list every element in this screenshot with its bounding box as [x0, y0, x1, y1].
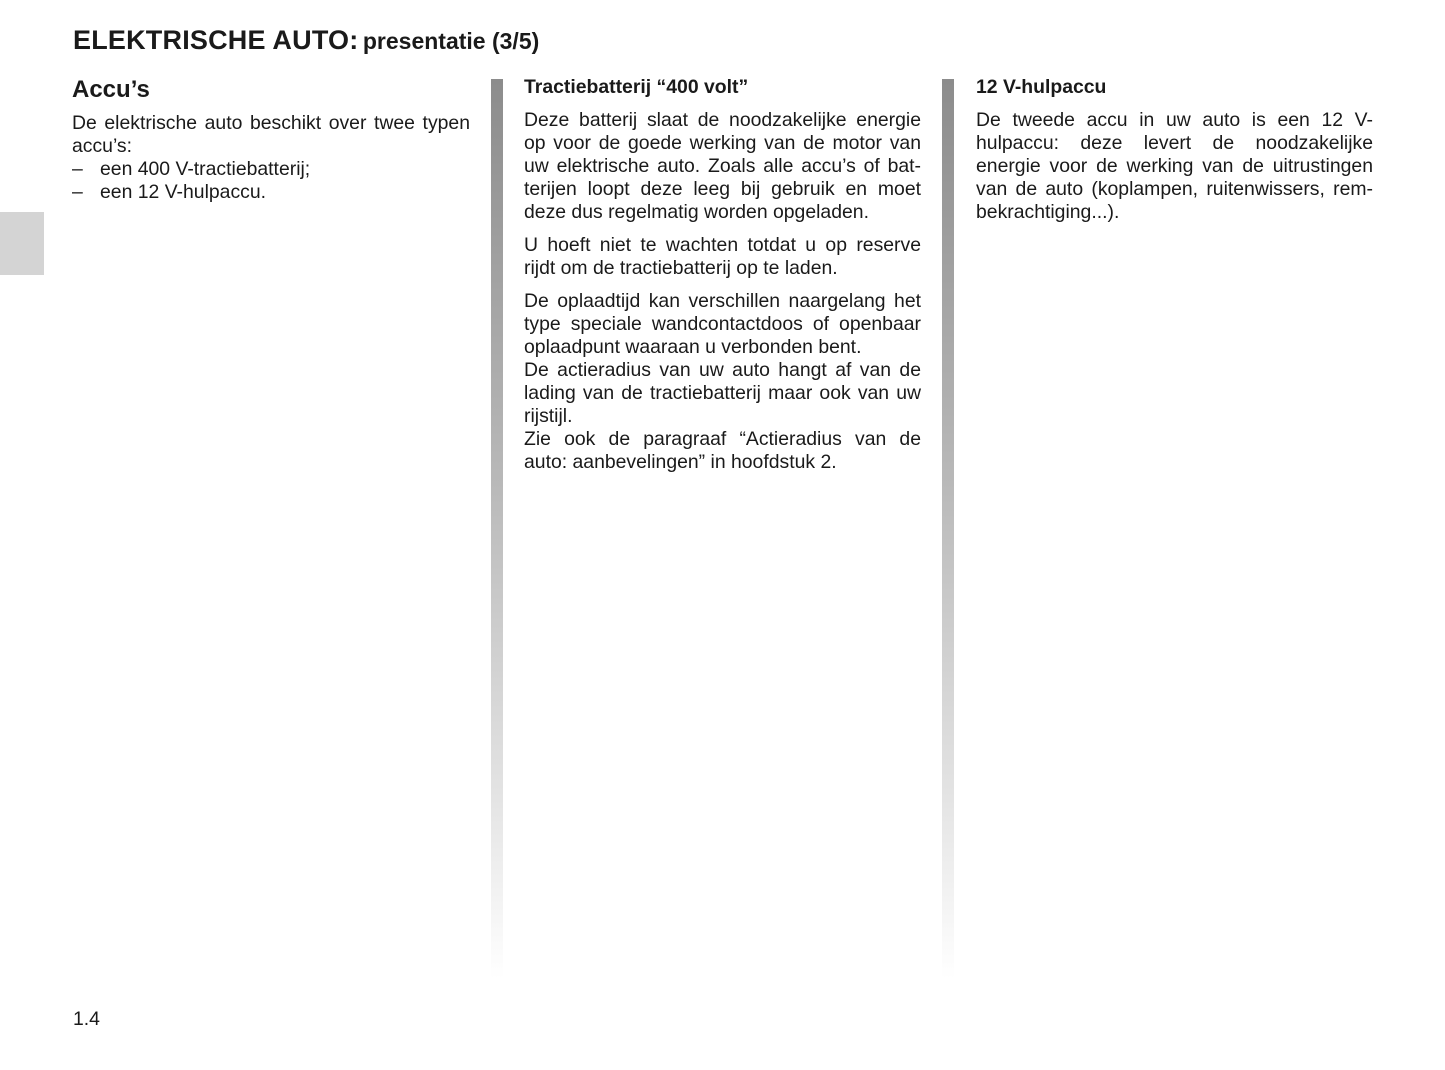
chapter-tab	[0, 212, 44, 275]
column-tractiebatterij	[524, 76, 921, 474]
paragraph: Zie ook de paragraaf “Actieradius van de auto: aanbevelingen” in hoofdstuk 2.	[524, 428, 921, 473]
paragraph: U hoeft niet te wachten totdat u op reserve rijdt om de tractiebatterij op te laden.	[524, 234, 921, 279]
column-divider	[942, 79, 954, 979]
column-hulpaccu	[976, 76, 1373, 224]
paragraph: De tweede accu in uw auto is een 12 V-hulpaccu: deze levert de noodzakelijke energie voor de werking van de uitrustingen van de auto (koplampen, ruitenwissers, rembekrachtiging...).	[976, 109, 1373, 223]
list-dash: –	[72, 158, 83, 180]
page-number: 1.4	[73, 1008, 100, 1030]
column-divider	[491, 79, 503, 979]
heading-hulpaccu: 12 V-hulpaccu	[976, 76, 1107, 98]
section-heading-accus: Accu’s	[72, 76, 150, 103]
list-item	[72, 158, 470, 181]
intro-paragraph: De elektrische auto beschikt over twee typen accu’s:	[72, 112, 470, 157]
list-item	[72, 181, 470, 204]
column-accus	[72, 76, 470, 204]
page-title	[73, 24, 539, 61]
page-title-sub: presentatie (3/5)	[362, 28, 540, 54]
heading-tractiebatterij: Tractiebatterij “400 volt”	[524, 76, 749, 98]
paragraph: De oplaadtijd kan verschillen naargelang het type speciale wandcontactdoos of openbaar oplaadpunt waaraan u verbonden bent.	[524, 290, 921, 358]
list-item-text: een 400 V-tractiebatterij;	[100, 158, 311, 180]
list-item-text: een 12 V-hulpaccu.	[100, 181, 267, 203]
page-title-main: ELEKTRISCHE AUTO:	[73, 25, 359, 55]
paragraph: De actieradius van uw auto hangt af van de lading van de tractiebatterij maar ook van uw rijstijl.	[524, 359, 921, 427]
list-dash: –	[72, 181, 83, 203]
paragraph: Deze batterij slaat de noodzakelijke energie op voor de goede werking van de motor van uw elektrische auto. Zoals alle accu’s of batterijen loopt deze leeg bij gebruik en moet deze dus regelmatig worden opgeladen.	[524, 109, 921, 223]
